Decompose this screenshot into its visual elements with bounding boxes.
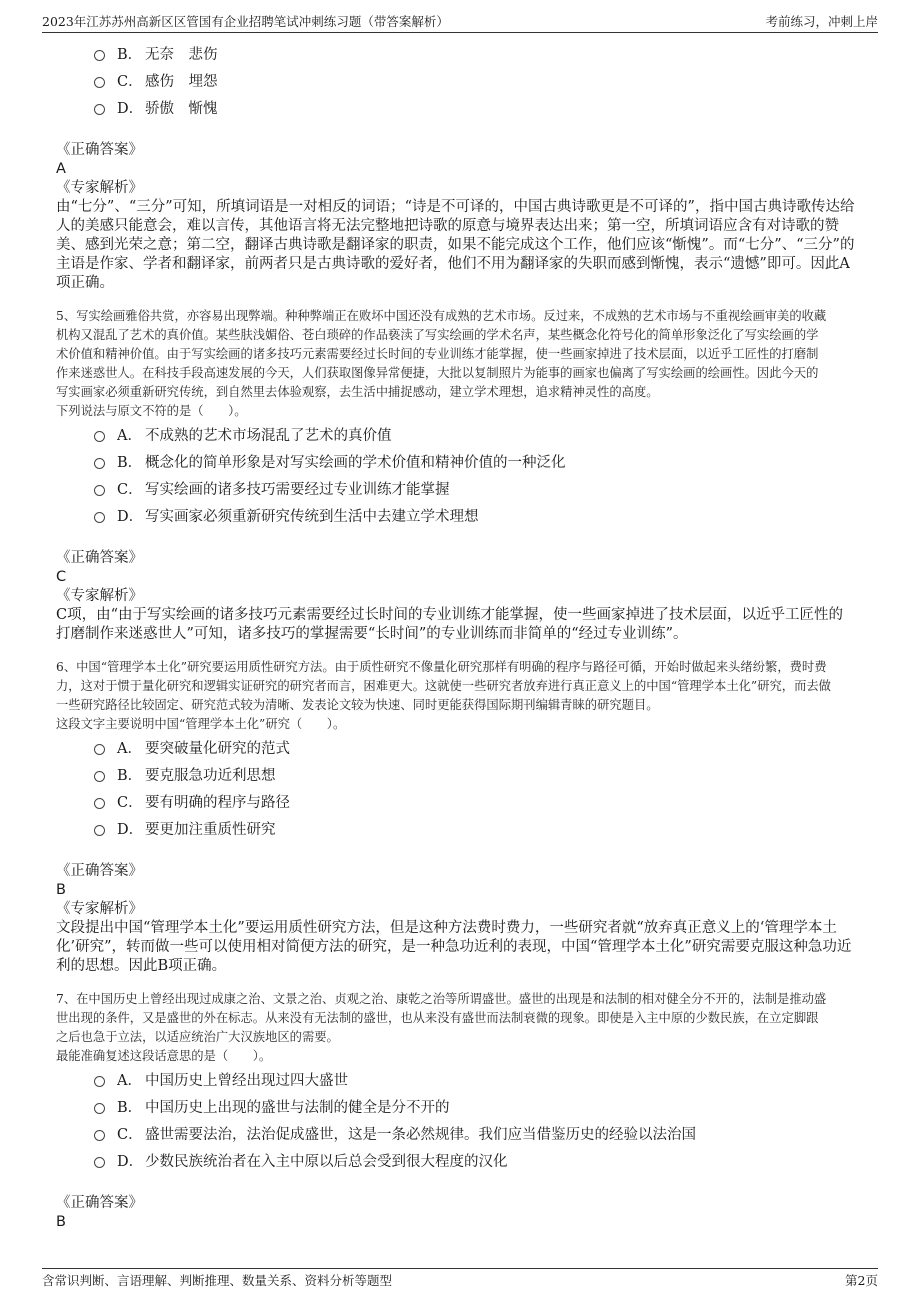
q4-analysis-line: 主语是作家、学者和翻译家，前两者只是古典诗歌的爱好者，他们不用为翻译家的失职而感到惭愧，表示“遗憾”即可。因此A [56,256,850,272]
footer-categories: 含常识判断、言语理解、判断推理、数量关系、资料分析等题型 [42,1273,393,1288]
q7-question: 最能准确复述这段话意思的是（ ）。 [56,1049,272,1063]
q4-option-d[interactable]: D． 骄傲 惭愧 [56,94,876,121]
q7-option-b[interactable]: B． 中国历史上出现的盛世与法制的健全是分不开的 [56,1093,876,1120]
q5-stem-line: 术价值和精神价值。由于写实绘画的诸多技巧元素需要经过长时间的专业训练才能掌握，使一些画家掉进了技术层面，以近乎工匠性的打磨制 [56,347,819,361]
radio-icon[interactable] [94,512,105,523]
q7-option-c[interactable]: C． 盛世需要法治，法治促成盛世，这是一条必然规律。我们应当借鉴历史的经验以法治国 [56,1120,876,1147]
q5-stem-line: 写实画家必须重新研究传统，到自然里去体验观察，去生活中捕捉感动，建立学术理想，追求精神灵性的高度。 [56,385,659,399]
q5-analysis-line: 打磨制作来迷惑世人”可知，诸多技巧的掌握需要“长时间”的专业训练而非简单的“经过专业训练”。 [56,626,688,642]
q7-stem-line: 7、在中国历史上曾经出现过成康之治、文景之治、贞观之治、康乾之治等所谓盛世。盛世的出现是和法制的相对健全分不开的，法制是推动盛 [56,992,827,1006]
q5-stem-line: 作来迷惑世人。在科技手段高速发展的今天，人们获取图像异常便捷，大批以复制照片为能事的画家也偏离了写实绘画的绘画性。因此今天的 [56,366,819,380]
q5-analysis-label: 《专家解析》 [56,588,143,604]
q5-question: 下列说法与原文不符的是（ ）。 [56,404,247,418]
q6-option-b[interactable]: B． 要克服急功近利思想 [56,761,876,788]
q4-options [56,40,876,121]
radio-icon[interactable] [94,1103,105,1114]
q6-option-d[interactable]: D． 要更加注重质性研究 [56,815,876,842]
q7-option-d[interactable]: D． 少数民族统治者在入主中原以后总会受到很大程度的汉化 [56,1147,876,1174]
q6-stem-line: 力，这对于惯于量化研究和逻辑实证研究的研究者而言，困难更大。这就使一些研究者放弃进行真正意义上的中国“管理学本土化”研究，而去做 [56,679,831,693]
document-title: 2023年江苏苏州高新区区管国有企业招聘笔试冲刺练习题（带答案解析） [42,14,449,29]
q6-options [56,734,876,842]
q6-analysis-label: 《专家解析》 [56,901,143,917]
radio-icon[interactable] [94,485,105,496]
q5-answer-label: 《正确答案》 [56,550,143,566]
header-slogan: 考前练习，冲刺上岸 [765,14,878,29]
q6-stem-line: 6、中国“管理学本土化”研究要运用质性研究方法。由于质性研究不像量化研究那样有明确的程序与路径可循，开始时做起来头绪纷繁，费时费 [56,660,827,674]
q4-option-c[interactable]: C． 感伤 埋怨 [56,67,876,94]
radio-icon[interactable] [94,77,105,88]
q5-option-b[interactable]: B． 概念化的简单形象是对写实绘画的学术价值和精神价值的一种泛化 [56,448,876,475]
q5-option-d[interactable]: D． 写实画家必须重新研究传统到生活中去建立学术理想 [56,502,876,529]
radio-icon[interactable] [94,825,105,836]
q4-analysis-line: 人的美感只能意会，难以言传，其他语言将无法完整地把诗歌的原意与境界表达出来；第一空，所填词语应含有对诗歌的赞 [56,218,839,234]
page-footer [42,1268,878,1289]
q5-analysis-line: C项，由“由于写实绘画的诸多技巧元素需要经过长时间的专业训练才能掌握，使一些画家掉进了技术层面，以近乎工匠性的 [56,607,844,623]
radio-icon[interactable] [94,50,105,61]
radio-icon[interactable] [94,1076,105,1087]
radio-icon[interactable] [94,1130,105,1141]
q6-option-c[interactable]: C． 要有明确的程序与路径 [56,788,876,815]
radio-icon[interactable] [94,771,105,782]
q6-analysis-line: 文段提出中国“管理学本土化”要运用质性研究方法，但是这种方法费时费力，一些研究者就“放弃真正意义上的‘管理学本土 [56,920,837,936]
q5-option-a[interactable]: A． 不成熟的艺术市场混乱了艺术的真价值 [56,421,876,448]
document-body [56,40,876,1232]
q7-option-a[interactable]: A． 中国历史上曾经出现过四大盛世 [56,1066,876,1093]
q4-analysis-line: 项正确。 [56,275,114,291]
radio-icon[interactable] [94,104,105,115]
q4-analysis-line: 美、感到光荣之意；第二空，翻译古典诗歌是翻译家的职责，如果不能完成这个工作，他们应该“惭愧”。而“七分”、“三分”的 [56,237,855,253]
q7-answer: B [56,1214,66,1230]
q6-answer: B [56,882,66,898]
radio-icon[interactable] [94,1157,105,1168]
radio-icon[interactable] [94,431,105,442]
q4-answer: A [56,161,66,177]
q4-answer-label: 《正确答案》 [56,142,143,158]
page-header [42,10,878,33]
q4-analysis-line: 由“七分”、“三分”可知，所填词语是一对相反的词语；“诗是不可译的，中国古典诗歌更是不可译的”，指中国古典诗歌传达给 [56,199,855,215]
q6-question: 这段文字主要说明中国“管理学本土化”研究（ ）。 [56,717,346,731]
q5-options [56,421,876,529]
q5-stem-line: 机构又混乱了艺术的真价值。某些肤浅媚俗、苍白琐碎的作品亵渎了写实绘画的学术名声，某些概念化符号化的简单形象泛化了写实绘画的学 [56,328,819,342]
page-number: 第2页 [845,1273,878,1288]
q5-stem-line: 5、写实绘画雅俗共赏，亦容易出现弊端。种种弊端正在败坏中国还没有成熟的艺术市场。反过来，不成熟的艺术市场与不重视绘画审美的收藏 [56,309,827,323]
q4-option-b[interactable]: B． 无奈 悲伤 [56,40,876,67]
q6-stem-line: 一些研究路径比较固定、研究范式较为清晰、发表论文较为快速、同时更能获得国际期刊编辑青睐的研究题目。 [56,698,659,712]
q7-stem-line: 之后也急于立法，以适应统治广大汉族地区的需要。 [56,1030,339,1044]
radio-icon[interactable] [94,744,105,755]
q7-stem-line: 世出现的条件，又是盛世的外在标志。从来没有无法制的盛世，也从来没有盛世而法制衰微的现象。即使是入主中原的少数民族，在立定脚跟 [56,1011,819,1025]
q6-option-a[interactable]: A． 要突破量化研究的范式 [56,734,876,761]
q4-analysis-label: 《专家解析》 [56,180,143,196]
q6-analysis-line: 利的思想。因此B项正确。 [56,958,227,974]
q6-answer-label: 《正确答案》 [56,863,143,879]
radio-icon[interactable] [94,798,105,809]
q7-options [56,1066,876,1174]
q6-analysis-line: 化’研究”，转而做一些可以使用相对简便方法的研究，是一种急功近利的表现，中国“管理学本土化”研究需要克服这种急功近 [56,939,852,955]
q7-answer-label: 《正确答案》 [56,1195,143,1211]
q5-answer: C [56,569,67,585]
radio-icon[interactable] [94,458,105,469]
q5-option-c[interactable]: C． 写实绘画的诸多技巧需要经过专业训练才能掌握 [56,475,876,502]
